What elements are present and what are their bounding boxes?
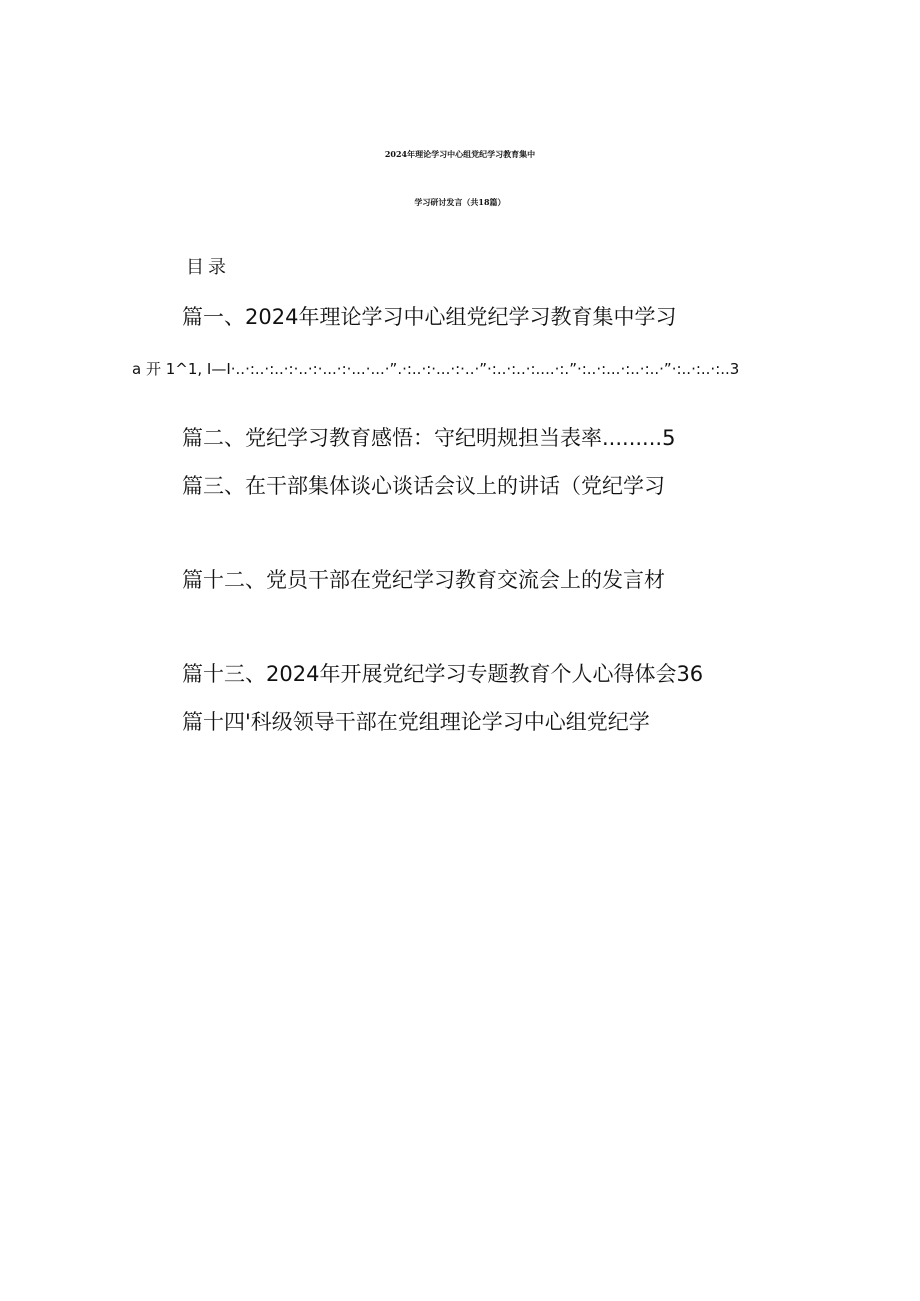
toc-entry-13: 篇十三、2024年开展党纪学习专题教育个人心得体会36 — [182, 662, 704, 686]
document-title-line-2: 学习研讨发言（共18篇） — [414, 197, 506, 207]
toc-entry-1-continuation: a 开 1^1, I—I·..·:..·:..·:·..·:·...·:·...·...·”.·:..·:·...·:·..·”·:..·:..·:....·:.”·:..·:...·:..·:..·”·:..·:..·:..3 — [132, 360, 740, 378]
toc-entry-14: 篇十四'科级领导干部在党组理论学习中心组党纪学 — [182, 710, 650, 734]
toc-entry-3: 篇三、在干部集体谈心谈话会议上的讲话（党纪学习 — [182, 474, 665, 498]
toc-entry-12: 篇十二、党员干部在党纪学习教育交流会上的发言材 — [182, 568, 665, 592]
document-title-line-1: 2024年理论学习中心组党纪学习教育集中 — [384, 149, 536, 159]
toc-heading: 目录 — [186, 257, 230, 278]
toc-entry-2: 篇二、党纪学习教育感悟：守纪明规担当表率.........5 — [182, 426, 676, 450]
toc-entry-1: 篇一、2024年理论学习中心组党纪学习教育集中学习 — [182, 305, 677, 329]
